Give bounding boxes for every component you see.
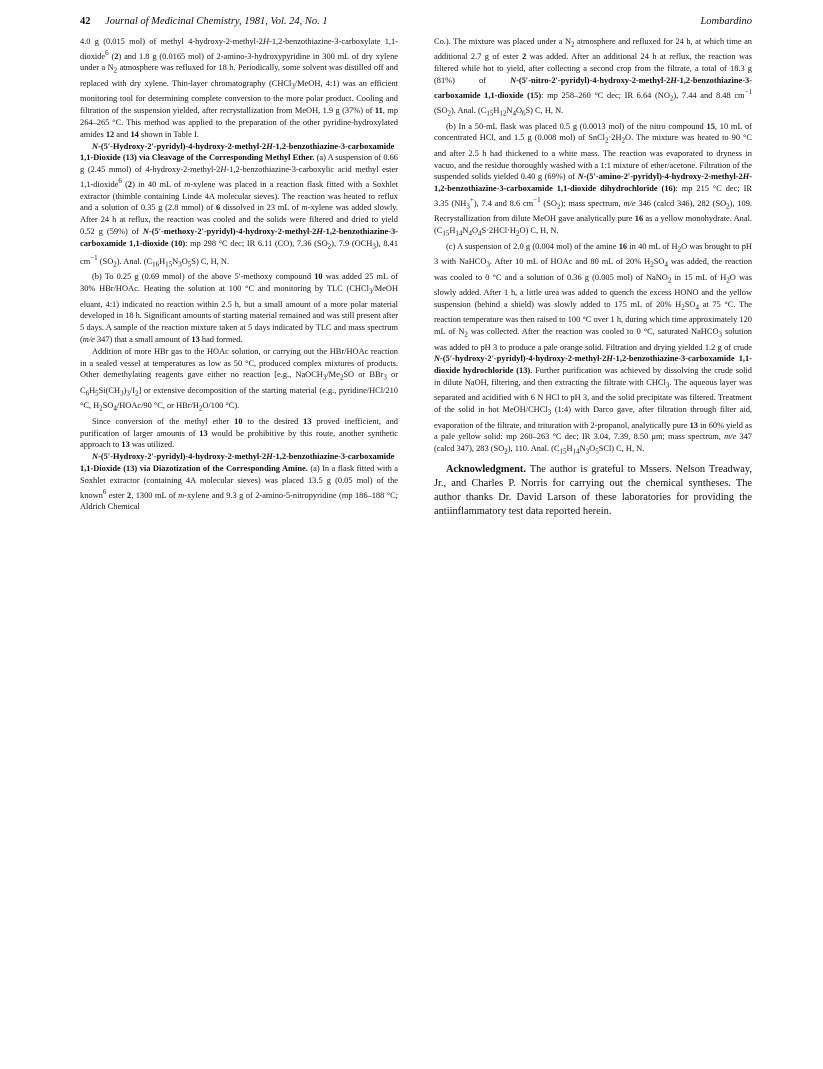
left-paragraph: N-(5′-Hydroxy-2′-pyridyl)-4-hydroxy-2-methyl-2H-1,2-benzothiazine-3-carboxamide 1,1-Dioxide (13) via Cleavage of the Corresponding Methyl Ether. (a) A suspension of 0.66 g (2.45 mmol) of 4-hydroxy-2-methyl-2H-1,2-benzothiazine-3-carboxylic acid methyl ester 1,1-dioxide$^6$ (2) in 40 mL of m-xylene was placed in a reaction flask fitted with a Soxhlet extractor (thimble containing Linde 4A molecular sieves). The reaction was heated to reflux and a solution of 0.35 g (2.8 mmol) of 6 dissolved in 23 mL of m-xylene was added slowly. After 24 h at reflux, the reaction was cooled and the solids were filtered and dried to yield 0.52 g (59%) of N-(5′-methoxy-2′-pyridyl)-4-hydroxy-2-methyl-2H-1,2-benzothiazine-3-carboxamide 1,1-dioxide (10): mp 298 °C dec; IR 6.11 (CO), 7.36 $(SO_2)$, 7.9 $(OCH_3)$, 8.41 $cm^{-1}$ $(SO_2)$. Anal. $(C_{16}H_{15}N_3O_5S)$ C, H, N. xyxy=(80,141,399,269)
running-author: Lombardino xyxy=(700,16,752,27)
left-paragraph: N-(5′-Hydroxy-2′-pyridyl)-4-hydroxy-2-methyl-2H-1,2-benzothiazine-3-carboxamide 1,1-Dioxide (13) via Diazotization of the Corresponding Amine. (a) In a flask fitted with a Soxhlet extractor (containing 4A molecular sieves) was placed 13.5 g (0.05 mol) of the known$^6$ ester 2, 1300 mL of m-xylene and 9.3 g of 2-amino-5-nitropyridine (mp 186–188 °C; Aldrich Chemical xyxy=(80,452,399,512)
right-paragraph: Co.). The mixture was placed under a $N_2$ atmosphere and refluxed for 24 h, at which time an additional 2.7 g of ester 2 was added. After an additional 24 h at reflux, the reaction was filtered while hot to yield, after collecting a second crop from the filtrate, a total of 18.3 g (81%) of N-(5′-nitro-2′-pyridyl)-4-hydroxy-2-methyl-2H-1,2-benzothiazine-3-carboxamide 1,1-dioxide (15): mp 258–260 °C dec; IR 6.64 $(NO_2)$, 7.44 and 8.48 $cm^{-1}$ $(SO_2)$. Anal. $(C_{15}H_{12}N_4O_6S)$ C, H, N. xyxy=(434,37,752,118)
right-column-paragraphs xyxy=(434,36,752,459)
acknowledgment-paragraph xyxy=(434,463,752,519)
page-number: 42 xyxy=(80,16,91,27)
right-column xyxy=(434,36,752,519)
left-paragraph: (b) To 0.25 g (0.69 mmol) of the above 5′-methoxy compound 10 was added 25 mL of 30% HBr/HOAc. Heating the solution at 100 °C and monitoring by TLC (CHCl$_3$/MeOH eluant, 4:1) indicated no reaction within 2.5 h, but a small amount of a more polar material developed in 18 h. Significant amounts of starting material remained and was still present after 5 days. A sample of the reaction mixture taken at 5 days indicated by TLC and mass spectrum (m/e 347) that a small amount of 13 had formed. xyxy=(80,272,398,345)
left-paragraph: Addition of more HBr gas to the HOAc solution, or carrying out the HBr/HOAc reaction in a sealed vessel at temperatures as low as 50 °C, produced complex mixtures of products. Other demethylating reagents gave either no reaction [e.g., $NaOCH_3/Me_2SO$ or BBr$_3$ or $C_6H_5Si(CH_3)_3/I_2$] or extensive decomposition of the starting material (e.g., pyridine/HCl/210 °C, $H_2SO_4/HOAc/90$ °C, or HBr/$H_2O/100$ °C). xyxy=(80,346,398,414)
left-paragraph: Since conversion of the methyl ether 10 to the desired 13 proved inefficient, and purification of larger amounts of 13 would be prohibitive by this route, another synthetic approach to 13 was utilized. xyxy=(80,416,398,450)
left-paragraph: 4.0 g (0.015 mol) of methyl 4-hydroxy-2-methyl-2H-1,2-benzothiazine-3-carboxylate 1,1-dioxide$^6$ (2) and 1.8 g (0.0165 mol) of 2-amino-3-hydroxypyridine in 300 mL of dry xylene under a $N_2$ atmosphere was refluxed for 18 h. Periodically, some solvent was distilled off and replaced with dry xylene. Thin-layer chromatography (CHCl$_3$/MeOH, 4:1) was an efficient monitoring tool for determining complete conversion to the more polar product. Cooling and filtration of the suspension yielded, after recrystallization from MeOH, 1.9 g (37%) of 11, mp 264–265 °C. This method was applied to the preparation of the other pyridine-hydroxylated amides 12 and 14 shown in Table I. xyxy=(80,37,399,139)
right-paragraph: (b) In a 50-mL flask was placed 0.5 g (0.0013 mol) of the nitro compound 15, 10 mL of concentrated HCl, and 1.5 g (0.008 mol) of $SnCl_2\cdot 2H_2O$. The mixture was heated to 90 °C and after 2.5 h had thickened to a white mass. The reaction was evaporated to dryness in vacuo, and the residue thoroughly washed with a 1:1 mixture of ether/acetone. Filtration of the suspended solids yielded 0.40 g (69%) of N-(5′-amino-2′-pyridyl)-4-hydroxy-2-methyl-2H-1,2-benzothiazine-3-carboxamide 1,1-dioxide dihydrochloride (16): mp 215 °C dec; IR 3.35 $(NH_3^+)$, 7.4 and 8.6 $cm^{-1}$ $(SO_2)$; mass spectrum, m/e 346 (calcd 346), 282 $(SO_2)$, 109. Recrystallization from dilute MeOH gave analytically pure 16 as a yellow monohydrate. Anal. $(C_{15}H_{14}N_4O_4S\cdot 2HCl\cdot H_2O)$ C, H, N. xyxy=(434,121,753,238)
acknowledgment-heading: Acknowledgment. xyxy=(446,463,526,475)
acknowledgment-text: The author is grateful to Mssers. Nelson Treadway, Jr., and Charles P. Norris for carrying out the chemical syntheses. The author thanks Dr. David Larson of these laboratories for providing the antiinflammatory test data reported herein. xyxy=(434,463,752,517)
journal-citation: Journal of Medicinal Chemistry, 1981, Vol. 24, No. 1 xyxy=(105,16,328,27)
running-header xyxy=(80,14,752,30)
right-paragraph: (c) A suspension of 2.0 g (0.004 mol) of the amine 16 in 40 mL of $H_2O$ was brought to pH 3 with NaHCO$_3$. After 10 mL of HOAc and 80 mL of 20% $H_2SO_4$ was added, the reaction was cooled to 0 °C and a solution of 0.36 g (0.005 mol) of NaNO$_2$ in 15 mL of $H_2O$ was slowly added. After 1 h, a little urea was added to quench the excess HONO and the yellow suspension (behind a shield) was slowly added to 175 mL of 20% $H_2SO_4$ at 75 °C. The reaction temperature was then raised to 100 °C over 1 h, during which time approximately 120 mL of $N_2$ was collected. After the reaction was cooled to 0 °C, saturated NaHCO$_3$ solution was added to pH 3 to produce a pale orange solid. Filtration and drying yielded 1.2 g of crude N-(5′-hydroxy-2′-pyridyl)-4-hydroxy-2-methyl-2H-1,2-benzothiazine-3-carboxamide 1,1-dioxide hydrochloride (13). Further purification was achieved by dissolving the crude solid in dilute NaOH, filtering, and then extracting the filtrate with CHCl$_3$. The aqueous layer was separated and acidified with 6 N HCl to pH 3, and the solid precipitate was filtered. Treatment of the solid in hot MeOH/CHCl$_3$ (1:4) with Darco gave, after filtration through filter aid, evaporation of the filtrate, and trituration with 2-propanol, analytically pure 13 in 60% yield as a pale yellow solid: mp 260–263 °C dec; IR 3.04, 7.39, 8.50 μm; mass spectrum, m/e 347 (calcd 347), 283 $(SO_2)$, 110. Anal. $(C_{15}H_{14}N_3O_5SCl)$ C, H, N. xyxy=(434,241,753,456)
left-column xyxy=(80,36,398,513)
